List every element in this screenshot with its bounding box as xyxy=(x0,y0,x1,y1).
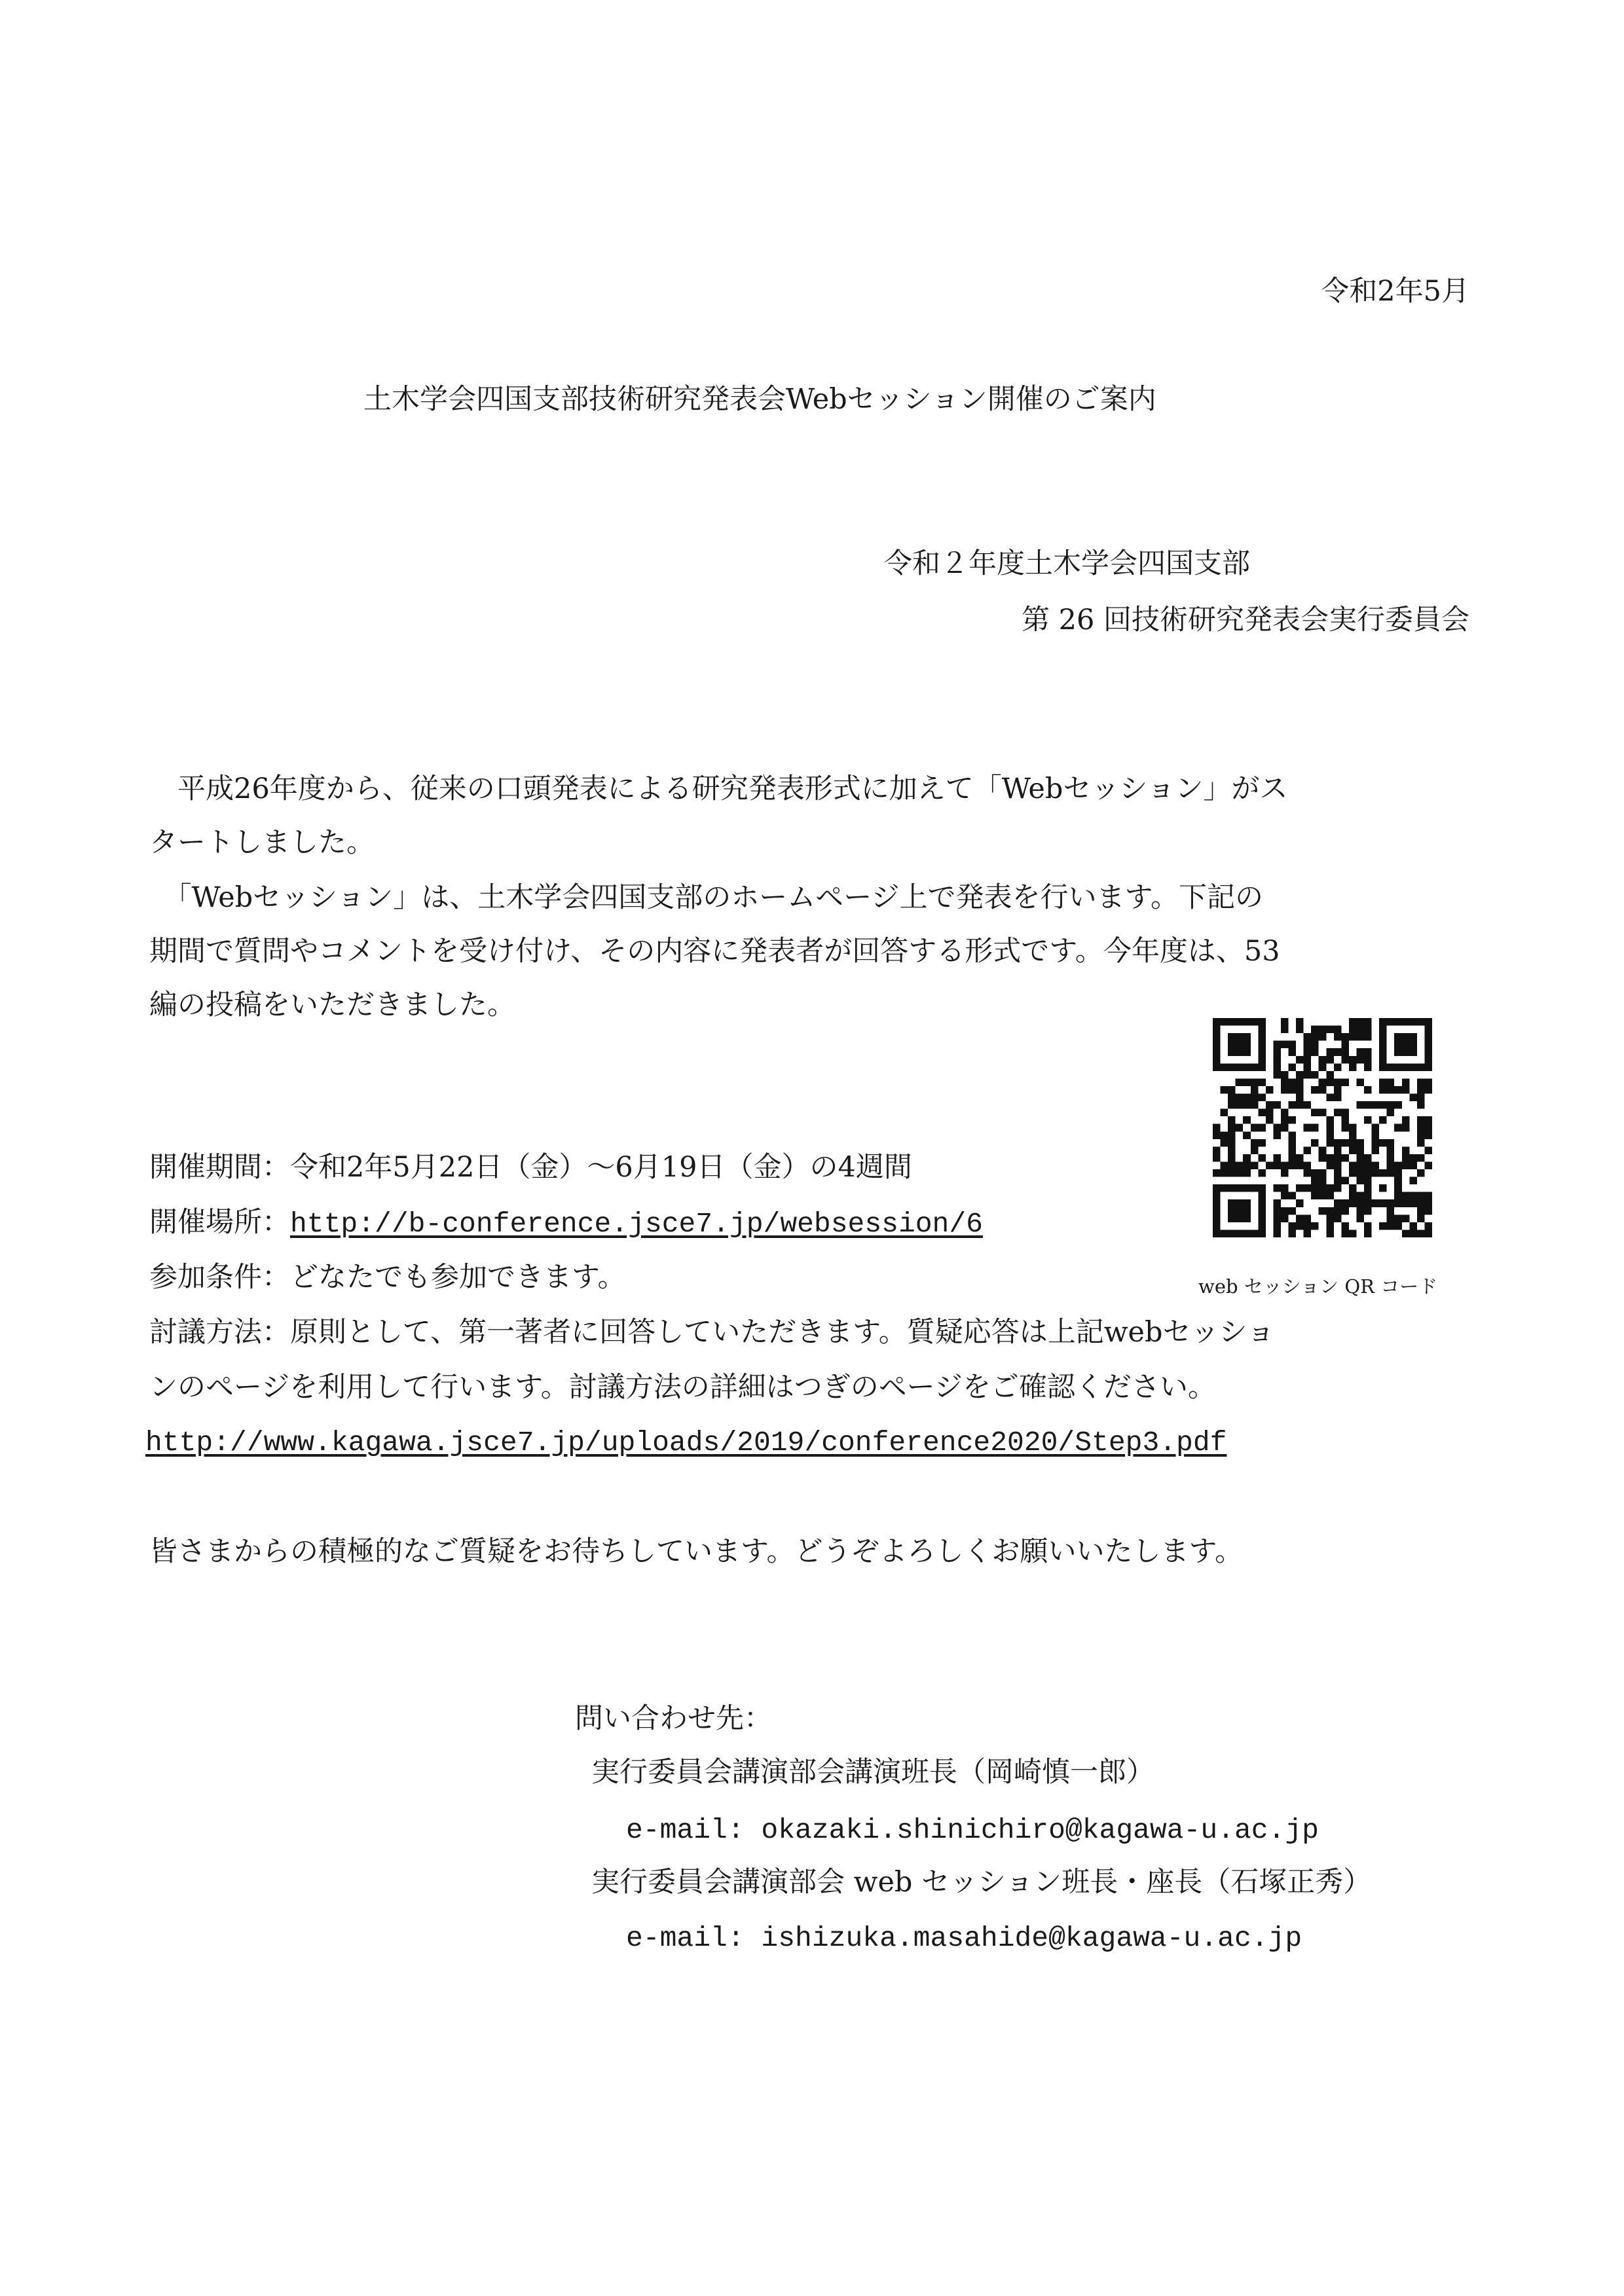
paragraph-2-line-1: 「Webセッション」は、土木学会四国支部のホームページ上で発表を行います。下記の xyxy=(149,881,1264,914)
paragraph-2-line-3: 編の投稿をいただきました。 xyxy=(149,989,515,1021)
issuer-line-2: 第 26 回技術研究発表会実行委員会 xyxy=(1021,604,1469,636)
detail-participation: 参加条件：どなたでも参加できます。 xyxy=(149,1261,626,1294)
contact-person-1: 実行委員会講演部会講演班長（岡崎慎一郎） xyxy=(591,1756,1154,1789)
paragraph-1-line-2: タートしました。 xyxy=(149,826,375,859)
contact-email-1: e-mail: okazaki.shinichiro@kagawa-u.ac.jp xyxy=(626,1814,1319,1846)
paragraph-1-line-1: 平成26年度から、従来の口頭発表による研究発表形式に加えて「Webセッション」がス xyxy=(149,773,1288,805)
detail-venue xyxy=(149,1206,983,1241)
issuer-line-1: 令和２年度土木学会四国支部 xyxy=(884,547,1250,580)
contact-email-2: e-mail: ishizuka.masahide@kagawa-u.ac.jp xyxy=(626,1922,1302,1954)
document-title: 土木学会四国支部技術研究発表会Webセッション開催のご案内 xyxy=(363,383,1156,416)
paragraph-2-line-2: 期間で質問やコメントを受け付け、その内容に発表者が回答する形式です。今年度は、53 xyxy=(149,935,1280,968)
venue-link[interactable]: http://b-conference.jsce7.jp/websession/6 xyxy=(290,1208,983,1240)
contact-heading: 問い合わせ先： xyxy=(575,1702,772,1735)
detail-venue-label: 開催場所： xyxy=(149,1206,290,1239)
discussion-link[interactable]: http://www.kagawa.jsce7.jp/uploads/2019/conference2020/Step3.pdf xyxy=(145,1427,1227,1459)
contact-person-2: 実行委員会講演部会 web セッション班長・座長（石塚正秀） xyxy=(591,1866,1372,1899)
document-date: 令和2年5月 xyxy=(1321,275,1469,308)
detail-discussion-line-2: ンのページを利用して行います。討議方法の詳細はつぎのページをご確認ください。 xyxy=(149,1371,1216,1404)
qr-caption: web セッション QR コード xyxy=(1198,1275,1438,1298)
detail-period: 開催期間：令和2年5月22日（金）～6月19日（金）の4週間 xyxy=(149,1151,912,1184)
detail-discussion-line-1: 討議方法：原則として、第一著者に回答していただきます。質疑応答は上記webセッショ xyxy=(149,1316,1275,1349)
qr-code xyxy=(1213,1018,1432,1237)
closing-message: 皆さまからの積極的なご質疑をお待ちしています。どうぞよろしくお願いいたします。 xyxy=(149,1535,1244,1568)
